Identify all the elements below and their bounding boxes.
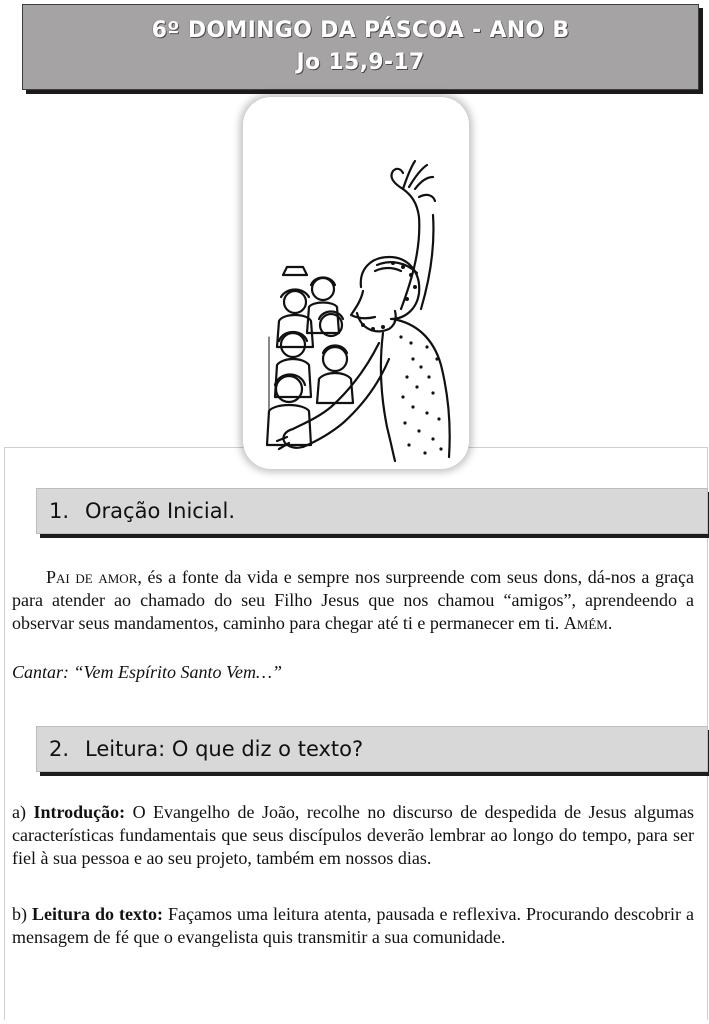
prayer-body: , és a fonte da vida e sempre nos surpreende com seus dons, dá-nos a graça para atender ao chamado do seu Filho Jesus que nos chamou “amigos”, aprendeendo a observar seus mandamentos, caminho para chegar até ti e permanecer em ti. bbox=[12, 567, 694, 633]
illustration-drawing bbox=[243, 97, 469, 469]
header-title: 6º DOMINGO DA PÁSCOA - ANO B bbox=[151, 18, 570, 43]
reading-text: Façamos uma leitura atenta, pausada e reflexiva. Procurando descobrir a mensagem de fé que o evangelista quis transmitir a sua comunidade. bbox=[12, 904, 694, 947]
header-reference: Jo 15,9-17 bbox=[296, 50, 425, 75]
prayer-paragraph bbox=[12, 566, 694, 635]
section-title: Oração Inicial. bbox=[85, 499, 236, 523]
illustration-jesus-crowd bbox=[243, 97, 469, 469]
section-header-leitura bbox=[36, 726, 708, 772]
reading-introduction bbox=[12, 801, 694, 870]
item-prefix: b) bbox=[12, 904, 33, 924]
page-header bbox=[22, 4, 699, 90]
section-number: 2. bbox=[49, 737, 70, 761]
sing-instruction: Cantar: “Vem Espírito Santo Vem…” bbox=[12, 662, 283, 682]
prayer-lead: Pai de amor bbox=[46, 567, 138, 587]
section-header-oracao-inicial bbox=[36, 488, 708, 534]
section-number: 1. bbox=[49, 499, 70, 523]
reading-instruction bbox=[12, 903, 694, 949]
item-prefix: a) bbox=[12, 802, 34, 822]
reading-label: Leitura do texto: bbox=[32, 904, 164, 924]
introduction-text: O Evangelho de João, recolhe no discurso de despedida de Jesus algumas características fundamentais que seus discípulos deverão lembrar ao longo do tempo, para ser fiel à sua pessoa e ao seu projeto, também em nossos dias. bbox=[12, 802, 695, 868]
prayer-amen: Amém. bbox=[563, 613, 613, 633]
section-title: Leitura: O que diz o texto? bbox=[85, 737, 364, 761]
introduction-label: Introdução: bbox=[33, 802, 126, 822]
